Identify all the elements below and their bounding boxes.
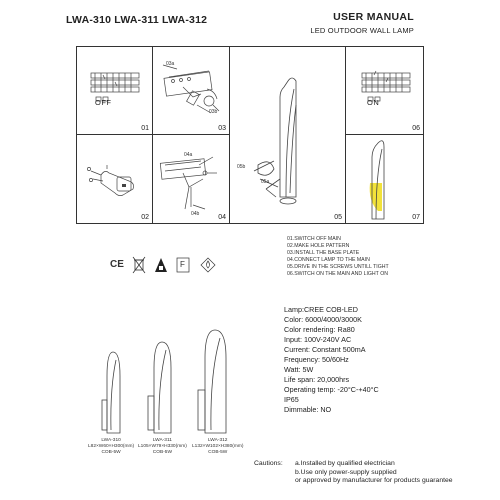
lamp-model: LWA-312 bbox=[208, 438, 228, 443]
step-number: 03 bbox=[218, 125, 226, 132]
spec-input: Input: 100V-240V AC bbox=[284, 335, 352, 344]
step-number: 04 bbox=[218, 214, 226, 221]
technical-specifications bbox=[284, 305, 379, 415]
model-numbers: LWA-310 LWA-311 LWA-312 bbox=[66, 14, 208, 26]
certification-marks bbox=[110, 256, 230, 276]
weee-bin-icon bbox=[132, 256, 146, 274]
manual-subtitle: LED OUTDOOR WALL LAMP bbox=[310, 26, 414, 35]
lamp-model: LWA-310 bbox=[101, 438, 121, 443]
spec-watt: Watt: 5W bbox=[284, 365, 314, 374]
diagram-step-02 bbox=[76, 134, 153, 224]
switch-on-label: ON bbox=[367, 98, 380, 107]
callout-05a: 05a bbox=[261, 179, 270, 185]
step-number: 05 bbox=[334, 214, 342, 221]
diagram-step-01 bbox=[76, 46, 153, 135]
lamp-power: COB-5W bbox=[152, 450, 172, 455]
caution-item: a.Installed by qualified electrician bbox=[295, 460, 395, 467]
spec-color: Color: 6000/4000/3000K bbox=[284, 315, 362, 324]
callout-03a: 03a bbox=[166, 61, 175, 67]
spec-frequency: Frequency: 50/60Hz bbox=[284, 355, 349, 364]
diagram-step-04 bbox=[152, 134, 230, 224]
spec-dimmable: Dimmable: NO bbox=[284, 405, 332, 414]
caution-item: or approved by manufacturer for products guarantee bbox=[295, 477, 453, 484]
callout-03b: 03b bbox=[209, 109, 218, 115]
lamp-dimensions: L105×W79×H330(mm) bbox=[138, 444, 187, 449]
cautions-label: Cautions: bbox=[254, 460, 283, 467]
lamp-caption-lwa-312 bbox=[192, 438, 243, 456]
callout-04b: 04b bbox=[191, 211, 200, 217]
manual-title: USER MANUAL bbox=[333, 11, 414, 23]
diagram-step-05 bbox=[229, 46, 346, 224]
diagram-step-07 bbox=[345, 134, 424, 224]
installation-steps bbox=[287, 236, 389, 278]
callout-04a: 04a bbox=[184, 152, 193, 158]
spec-color-rendering: Color rendering: Ra80 bbox=[284, 325, 355, 334]
diagram-step-06 bbox=[345, 46, 424, 135]
lamp-outlines bbox=[90, 328, 250, 438]
lamp-model: LWA-311 bbox=[152, 438, 172, 443]
lamp-power: COB-5W bbox=[101, 450, 121, 455]
callout-05b: 05b bbox=[237, 164, 246, 170]
step-text: 04.CONNECT LAMP TO THE MAIN bbox=[287, 257, 370, 263]
step-number: 02 bbox=[141, 214, 149, 221]
lamp-caption-lwa-311 bbox=[138, 438, 187, 456]
step-number: 01 bbox=[141, 125, 149, 132]
switch-off-label: OFF bbox=[95, 98, 112, 107]
spec-operating-temp: Operating temp: -20°C-+40°C bbox=[284, 385, 379, 394]
spec-life-span: Life span: 20,000hrs bbox=[284, 375, 350, 384]
installation-diagram-grid bbox=[76, 46, 424, 224]
lamp-dimensions: L82×W60×H300(mm) bbox=[88, 444, 135, 449]
lamp-caption-lwa-310 bbox=[88, 438, 134, 456]
step-text: 06.SWITCH ON THE MAIN AND LIGHT ON bbox=[287, 271, 388, 277]
lamp-dimensions: L132×W102×H380(mm) bbox=[192, 444, 244, 449]
step-text: 03.INSTALL THE BASE PLATE bbox=[287, 250, 360, 256]
spec-current: Current: Constant 500mA bbox=[284, 345, 366, 354]
spec-lamp: Lamp:CREE COB-LED bbox=[284, 305, 358, 314]
step-number: 06 bbox=[412, 125, 420, 132]
class-ii-icon bbox=[154, 257, 168, 273]
spec-ip-rating: IP65 bbox=[284, 395, 299, 404]
diagram-step-03 bbox=[152, 46, 230, 135]
lamp-power: COB-5W bbox=[208, 450, 228, 455]
f-mark-icon: F bbox=[180, 260, 185, 269]
ip-drop-icon bbox=[200, 257, 216, 273]
step-text: 02.MAKE HOLE PATTERN bbox=[287, 243, 350, 249]
step-text: 05.DRIVE IN THE SCREWS UNTILL TIGHT bbox=[287, 264, 389, 270]
caution-item: b.Use only power-supply supplied bbox=[295, 468, 397, 476]
step-text: 01.SWITCH OFF MAIN bbox=[287, 236, 341, 242]
step-number: 07 bbox=[412, 214, 420, 221]
lamp-size-comparison bbox=[90, 328, 250, 458]
ce-mark-icon: CE bbox=[110, 259, 124, 270]
